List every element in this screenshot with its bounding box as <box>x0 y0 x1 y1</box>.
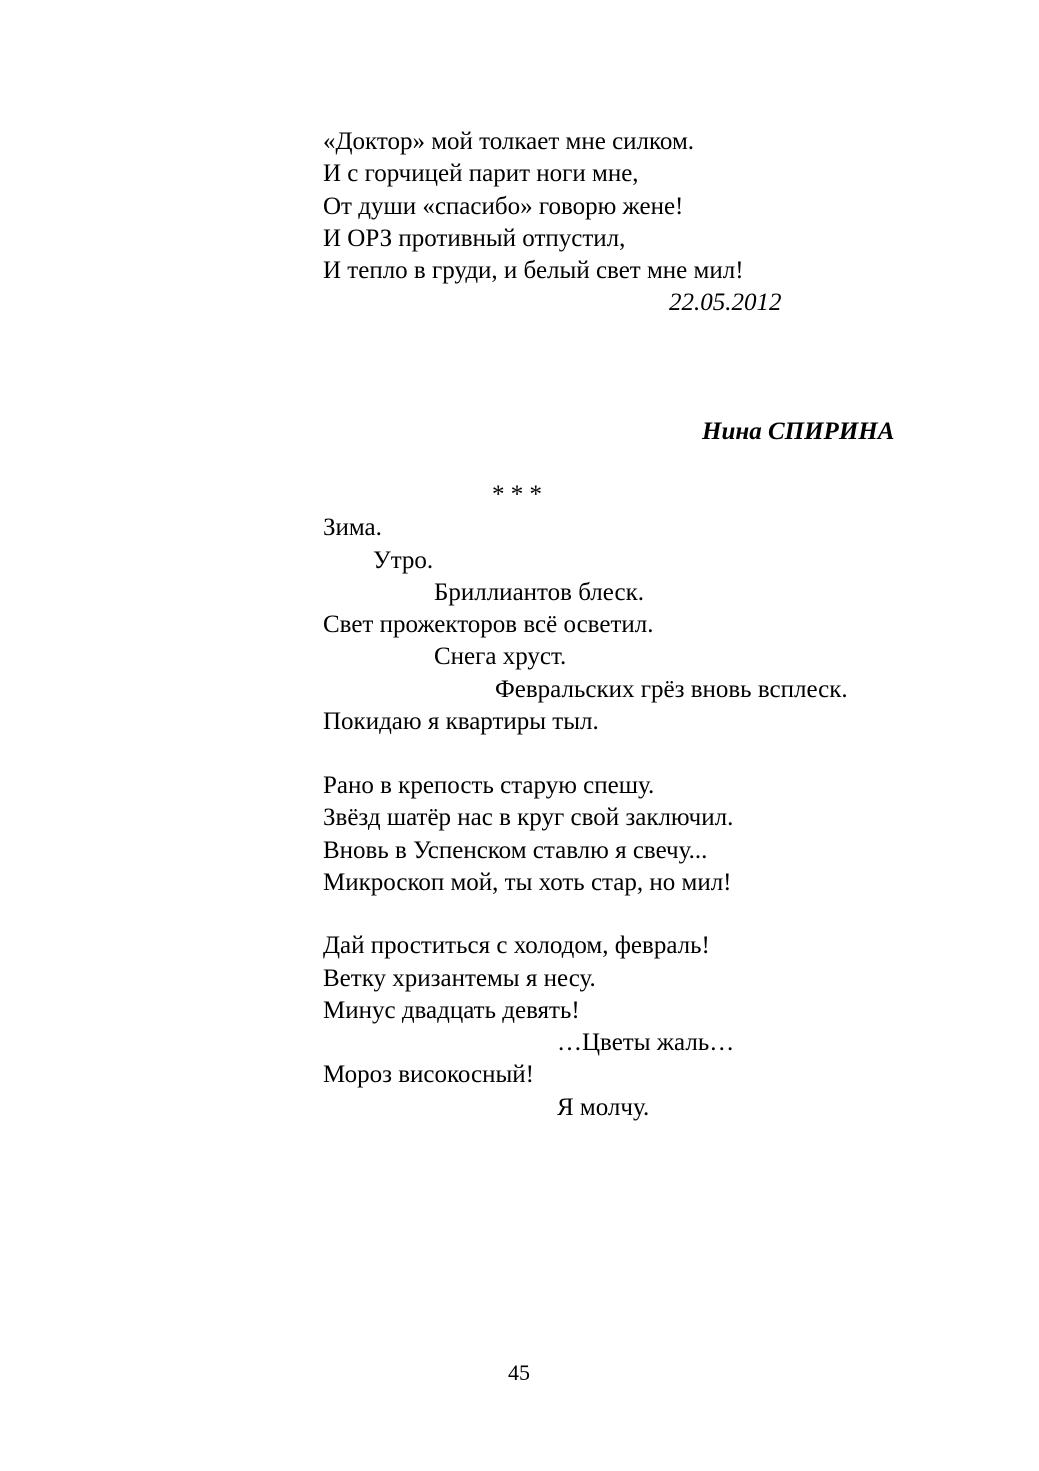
poem-line: Снега хруст. <box>434 643 567 670</box>
poem-line: Рано в крепость старую спешу. <box>323 772 655 799</box>
poem-line: Свет прожекторов всё осветил. <box>323 611 654 638</box>
poem-line: Февральских грёз вновь всплеск. <box>495 676 848 703</box>
poem-line: Дай проститься с холодом, февраль! <box>323 932 710 959</box>
poem-line: От души «спасибо» говорю жене! <box>323 193 684 220</box>
author-name: Нина СПИРИНА <box>702 418 895 445</box>
section-separator: * * * <box>492 481 542 508</box>
poem-line: Мороз високосный! <box>323 1061 534 1088</box>
poem-line: И с горчицей парит ноги мне, <box>323 160 639 187</box>
poem-date: 22.05.2012 <box>669 289 782 316</box>
poem-line: Микроскоп мой, ты хоть стар, но мил! <box>323 869 732 896</box>
poem-line: Звёзд шатёр нас в круг свой заключил. <box>323 804 734 831</box>
poem-line: …Цветы жаль… <box>557 1029 735 1056</box>
poem-line: И ОРЗ противный отпустил, <box>323 225 626 252</box>
poem-line: Ветку хризантемы я несу. <box>323 965 596 992</box>
poem-line: И тепло в груди, и белый свет мне мил! <box>323 257 744 284</box>
page-number: 45 <box>508 1360 530 1385</box>
poem-line: Вновь в Успенском ставлю я свечу... <box>323 837 708 864</box>
poem-line: Минус двадцать девять! <box>323 997 580 1024</box>
poem-line: Бриллиантов блеск. <box>434 579 644 606</box>
poem-line: Покидаю я квартиры тыл. <box>323 708 599 735</box>
poem-line: Утро. <box>373 547 434 574</box>
poem-line: «Доктор» мой толкает мне силком. <box>323 128 695 155</box>
poem-line: Зима. <box>323 514 382 541</box>
poem-line: Я молчу. <box>557 1094 650 1121</box>
